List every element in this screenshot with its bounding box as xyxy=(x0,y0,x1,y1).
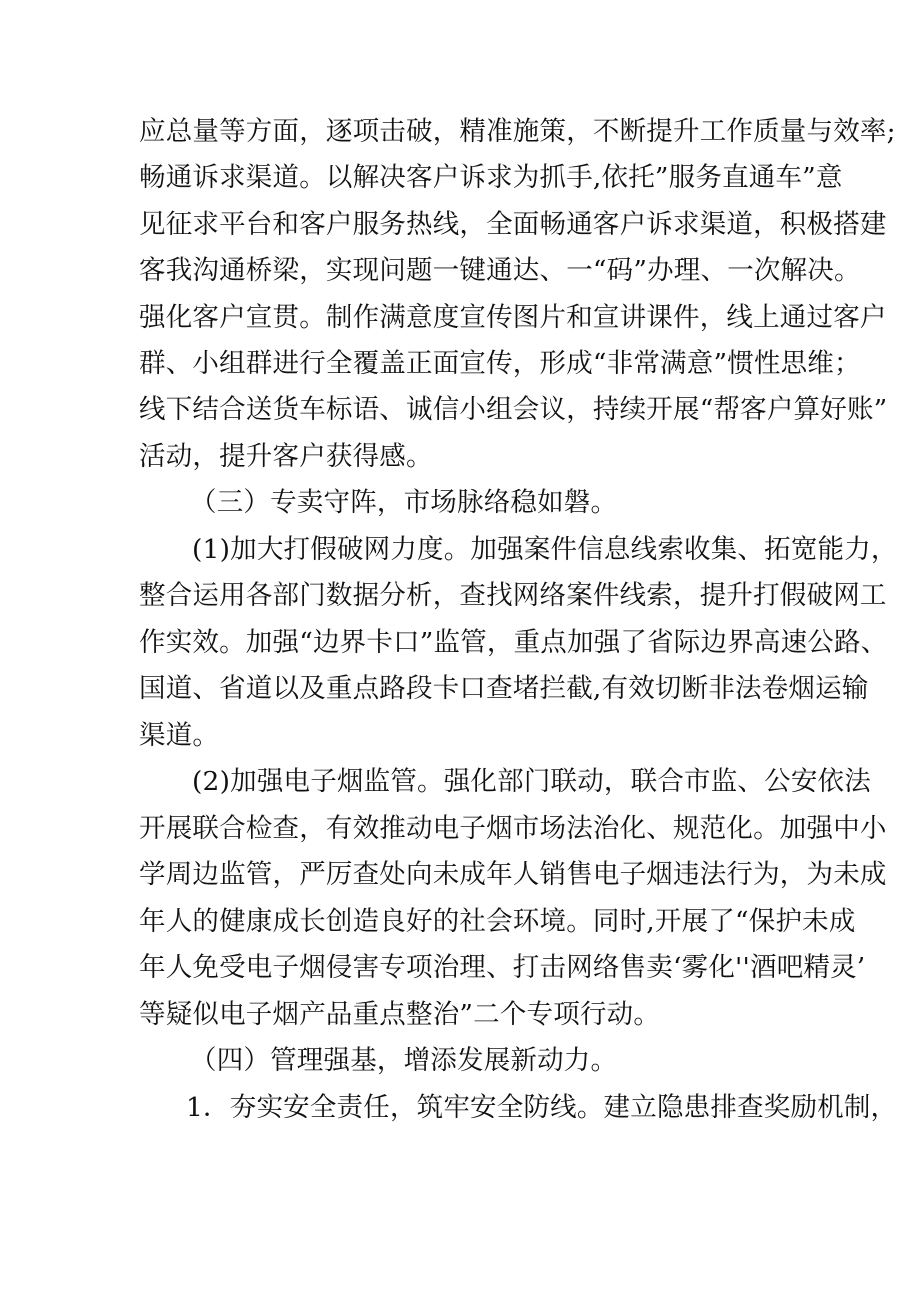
section-heading-four: （四）管理强基，增添发展新动力。 xyxy=(190,1045,618,1076)
text-line: 畅通诉求渠道。以解决客户诉求为抓手,依托”服务直通车”意 xyxy=(139,162,843,193)
text-line: 线下结合送货车标语、诚信小组会议，持续开展“帮客户算好账” xyxy=(139,394,888,425)
text-line: 国道、省道以及重点路段卡口查堵拦截,有效切断非法卷烟运输 xyxy=(139,673,869,704)
text-line: 年人的健康成长创造良好的社会环境。同时,开展了“保护未成 xyxy=(139,906,856,937)
text-line: 等疑似电子烟产品重点整治”二个专项行动。 xyxy=(139,999,661,1030)
text-line: 应总量等方面，逐项击破，精准施策，不断提升工作质量与效率; xyxy=(139,116,896,147)
section-heading-three: （三）专卖守阵，市场脉络稳如磐。 xyxy=(190,487,618,518)
paragraph-first-line: (1)加大打假破网力度。加强案件信息线索收集、拓宽能力， xyxy=(192,534,898,565)
text-line: 作实效。加强“边界卡口”监管，重点加强了省际边界高速公路、 xyxy=(139,627,888,658)
text-line: 开展联合检查，有效推动电子烟市场法治化、规范化。加强中小 xyxy=(139,813,887,844)
text-line: 活动，提升客户获得感。 xyxy=(139,441,433,472)
text-line: 学周边监管，严厉查处向未成年人销售电子烟违法行为，为未成 xyxy=(139,859,887,890)
text-line: 整合运用各部门数据分析，查找网络案件线索，提升打假破网工 xyxy=(139,580,887,611)
text-line: 客我沟通桥梁，实现问题一键通达、一“码”办理、一次解决。 xyxy=(139,255,861,286)
text-line: 渠道。 xyxy=(139,720,220,751)
text-line: 强化客户宣贯。制作满意度宣传图片和宣讲课件，线上通过客户 xyxy=(139,302,887,333)
text-line: 年人免受电子烟侵害专项治理、打击网络售卖‘雾化''酒吧精灵’ xyxy=(139,952,866,983)
text-line: 见征求平台和客户服务热线，全面畅通客户诉求渠道，积极搭建 xyxy=(139,209,887,240)
paragraph-first-line: 1．夯实安全责任，筑牢安全防线。建立隐患排查奖励机制， xyxy=(186,1092,898,1123)
text-line: 群、小组群进行全覆盖正面宣传，形成“非常满意”惯性思维； xyxy=(139,348,861,379)
paragraph-first-line: (2)加强电子烟监管。强化部门联动，联合市监、公安依法 xyxy=(192,766,871,797)
